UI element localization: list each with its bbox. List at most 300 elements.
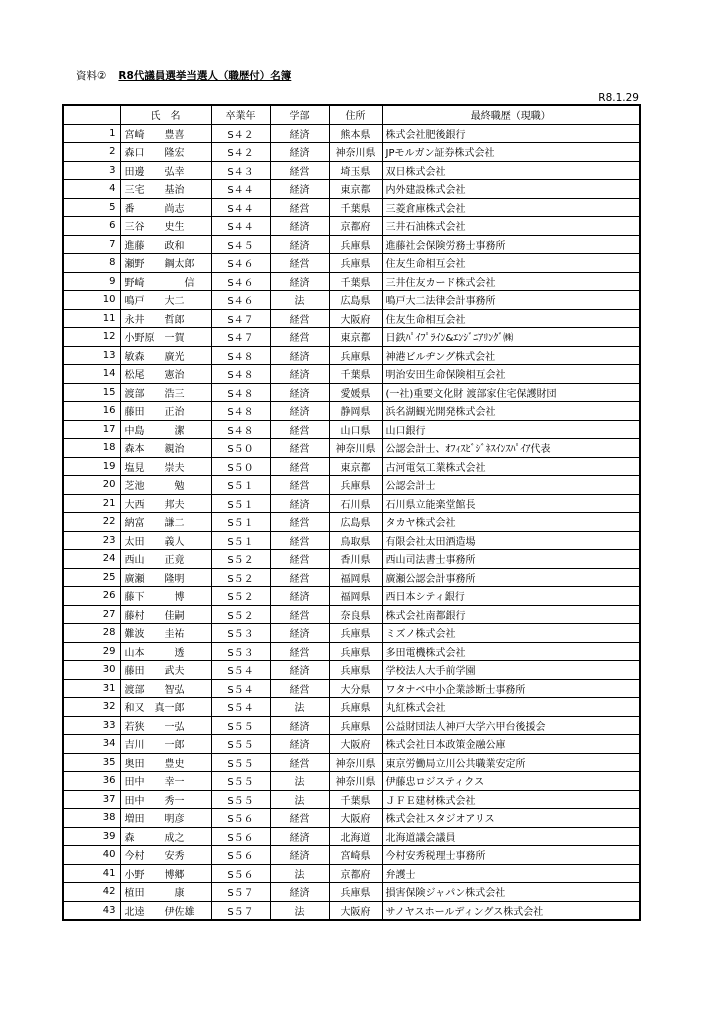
career: 双日株式会社: [382, 161, 640, 180]
column-header-career: 最終職歴（現職）: [382, 105, 640, 124]
address: 京都府: [329, 217, 382, 236]
graduation-year: S４４: [211, 180, 270, 199]
graduation-year: S４８: [211, 420, 270, 439]
graduation-year: S５２: [211, 568, 270, 587]
graduation-year: S５７: [211, 883, 270, 902]
table-row: [63, 235, 640, 254]
address: 福岡県: [329, 587, 382, 606]
faculty: 経営: [270, 198, 329, 217]
member-name: 敏森 廣光: [120, 346, 211, 365]
graduation-year: S４８: [211, 402, 270, 421]
address: 兵庫県: [329, 624, 382, 643]
member-name: 藤田 武夫: [120, 661, 211, 680]
row-number: 2: [63, 143, 120, 162]
row-number: 29: [63, 642, 120, 661]
career: 鳴戸大二法律会計事務所: [382, 291, 640, 310]
member-name: 藤田 正治: [120, 402, 211, 421]
row-number: 36: [63, 772, 120, 791]
member-name: 宮崎 豊喜: [120, 124, 211, 143]
faculty: 経営: [270, 679, 329, 698]
faculty: 経営: [270, 420, 329, 439]
member-name: 藤村 佳嗣: [120, 605, 211, 624]
faculty: 経営: [270, 550, 329, 569]
career: 神港ビルヂング株式会社: [382, 346, 640, 365]
address: 東京都: [329, 328, 382, 347]
graduation-year: S５１: [211, 476, 270, 495]
faculty: 経済: [270, 827, 329, 846]
column-header-name: 氏 名: [120, 105, 211, 124]
table-row: [63, 735, 640, 754]
row-number: 20: [63, 476, 120, 495]
faculty: 経済: [270, 272, 329, 291]
table-row: [63, 772, 640, 791]
row-number: 6: [63, 217, 120, 236]
row-number: 5: [63, 198, 120, 217]
graduation-year: S５６: [211, 846, 270, 865]
row-number: 35: [63, 753, 120, 772]
graduation-year: S４５: [211, 235, 270, 254]
member-name: 田中 秀一: [120, 790, 211, 809]
row-number: 39: [63, 827, 120, 846]
row-number: 24: [63, 550, 120, 569]
member-name: 田中 幸一: [120, 772, 211, 791]
address: 京都府: [329, 864, 382, 883]
career: 公認会計士: [382, 476, 640, 495]
row-number: 7: [63, 235, 120, 254]
row-number: 14: [63, 365, 120, 384]
member-name: 三宅 基治: [120, 180, 211, 199]
graduation-year: S４２: [211, 143, 270, 162]
address: 兵庫県: [329, 254, 382, 273]
career: 損害保険ジャパン株式会社: [382, 883, 640, 902]
table-row: [63, 827, 640, 846]
faculty: 経営: [270, 439, 329, 458]
row-number: 3: [63, 161, 120, 180]
table-row: [63, 272, 640, 291]
member-name: 増田 明彦: [120, 809, 211, 828]
address: 鳥取県: [329, 531, 382, 550]
column-header-number: [63, 105, 120, 124]
table-row: [63, 124, 640, 143]
faculty: 経済: [270, 124, 329, 143]
delegate-table: [62, 104, 641, 921]
member-name: 植田 康: [120, 883, 211, 902]
member-name: 田邊 弘幸: [120, 161, 211, 180]
table-row: [63, 439, 640, 458]
faculty: 経営: [270, 457, 329, 476]
faculty: 経営: [270, 254, 329, 273]
graduation-year: S５３: [211, 642, 270, 661]
member-name: 瀬野 鋼太郎: [120, 254, 211, 273]
career: 今村安秀税理士事務所: [382, 846, 640, 865]
career: 株式会社肥後銀行: [382, 124, 640, 143]
address: 静岡県: [329, 402, 382, 421]
graduation-year: S４７: [211, 309, 270, 328]
address: 大阪府: [329, 309, 382, 328]
graduation-year: S５４: [211, 661, 270, 680]
table-row: [63, 901, 640, 920]
table-row: [63, 716, 640, 735]
graduation-year: S５１: [211, 513, 270, 532]
address: 兵庫県: [329, 661, 382, 680]
member-name: 小野 博郷: [120, 864, 211, 883]
address: 山口県: [329, 420, 382, 439]
faculty: 法: [270, 698, 329, 717]
member-name: 今村 安秀: [120, 846, 211, 865]
career: (一社)重要文化財 渡部家住宅保護財団: [382, 383, 640, 402]
member-name: 中島 潔: [120, 420, 211, 439]
member-name: 奥田 豊史: [120, 753, 211, 772]
member-name: 森口 隆宏: [120, 143, 211, 162]
faculty: 経済: [270, 235, 329, 254]
table-row: [63, 365, 640, 384]
graduation-year: S４３: [211, 161, 270, 180]
member-name: 山本 透: [120, 642, 211, 661]
graduation-year: S４７: [211, 328, 270, 347]
table-header-row: [63, 105, 640, 124]
table-row: [63, 605, 640, 624]
row-number: 16: [63, 402, 120, 421]
address: 神奈川県: [329, 439, 382, 458]
row-number: 11: [63, 309, 120, 328]
graduation-year: S４４: [211, 198, 270, 217]
row-number: 1: [63, 124, 120, 143]
faculty: 経営: [270, 513, 329, 532]
faculty: 経営: [270, 642, 329, 661]
address: 埼玉県: [329, 161, 382, 180]
address: 神奈川県: [329, 753, 382, 772]
address: 大阪府: [329, 735, 382, 754]
graduation-year: S５４: [211, 679, 270, 698]
table-row: [63, 790, 640, 809]
career: 公益財団法人神戸大学六甲台後援会: [382, 716, 640, 735]
graduation-year: S５５: [211, 716, 270, 735]
member-name: 芝池 勉: [120, 476, 211, 495]
table-body: [63, 124, 640, 920]
table-row: [63, 420, 640, 439]
row-number: 10: [63, 291, 120, 310]
table-row: [63, 328, 640, 347]
career: 東京労働局立川公共職業安定所: [382, 753, 640, 772]
graduation-year: S５５: [211, 735, 270, 754]
faculty: 経済: [270, 735, 329, 754]
faculty: 経済: [270, 883, 329, 902]
address: 大阪府: [329, 901, 382, 920]
member-name: 森本 親治: [120, 439, 211, 458]
address: 神奈川県: [329, 772, 382, 791]
address: 福岡県: [329, 568, 382, 587]
row-number: 37: [63, 790, 120, 809]
row-number: 15: [63, 383, 120, 402]
table-row: [63, 254, 640, 273]
faculty: 法: [270, 901, 329, 920]
graduation-year: S５６: [211, 809, 270, 828]
graduation-year: S４６: [211, 291, 270, 310]
faculty: 経済: [270, 365, 329, 384]
table-row: [63, 883, 640, 902]
address: 千葉県: [329, 198, 382, 217]
career: ＪＦＥ建材株式会社: [382, 790, 640, 809]
faculty: 法: [270, 790, 329, 809]
member-name: 西山 正竟: [120, 550, 211, 569]
column-header-faculty: 学部: [270, 105, 329, 124]
career: 公認会計士、ｵﾌｨｽﾋﾞｼﾞﾈｽｲﾝｽﾊﾟｲｱ代表: [382, 439, 640, 458]
row-number: 13: [63, 346, 120, 365]
career: 株式会社日本政策金融公庫: [382, 735, 640, 754]
row-number: 38: [63, 809, 120, 828]
career: 浜名湖観光開発株式会社: [382, 402, 640, 421]
row-number: 9: [63, 272, 120, 291]
table-row: [63, 568, 640, 587]
graduation-year: S４２: [211, 124, 270, 143]
row-number: 30: [63, 661, 120, 680]
column-header-address: 住所: [329, 105, 382, 124]
row-number: 26: [63, 587, 120, 606]
table-row: [63, 809, 640, 828]
faculty: 法: [270, 772, 329, 791]
table-row: [63, 309, 640, 328]
faculty: 経営: [270, 309, 329, 328]
row-number: 22: [63, 513, 120, 532]
member-name: 大西 邦夫: [120, 494, 211, 513]
table-row: [63, 587, 640, 606]
member-name: 太田 義人: [120, 531, 211, 550]
table-row: [63, 550, 640, 569]
member-name: 北逵 伊佐雄: [120, 901, 211, 920]
table-row: [63, 642, 640, 661]
address: 兵庫県: [329, 698, 382, 717]
row-number: 23: [63, 531, 120, 550]
table-row: [63, 143, 640, 162]
member-name: 野崎 信: [120, 272, 211, 291]
member-name: 和又 真一郎: [120, 698, 211, 717]
faculty: 経済: [270, 346, 329, 365]
graduation-year: S５６: [211, 864, 270, 883]
faculty: 経営: [270, 161, 329, 180]
member-name: 番 尚志: [120, 198, 211, 217]
career: JPモルガン証券株式会社: [382, 143, 640, 162]
address: 兵庫県: [329, 476, 382, 495]
row-number: 8: [63, 254, 120, 273]
row-number: 4: [63, 180, 120, 199]
row-number: 41: [63, 864, 120, 883]
faculty: 経営: [270, 531, 329, 550]
career: 西日本シティ銀行: [382, 587, 640, 606]
faculty: 法: [270, 291, 329, 310]
member-name: 進藤 政和: [120, 235, 211, 254]
row-number: 34: [63, 735, 120, 754]
graduation-year: S４８: [211, 346, 270, 365]
address: 千葉県: [329, 272, 382, 291]
document-header: [76, 68, 291, 83]
table-row: [63, 661, 640, 680]
graduation-year: S５２: [211, 550, 270, 569]
career: 伊藤忠ロジスティクス: [382, 772, 640, 791]
graduation-year: S５４: [211, 698, 270, 717]
graduation-year: S５５: [211, 753, 270, 772]
table-row: [63, 457, 640, 476]
address: 東京都: [329, 457, 382, 476]
table-row: [63, 402, 640, 421]
address: 愛媛県: [329, 383, 382, 402]
member-name: 廣瀬 隆明: [120, 568, 211, 587]
address: 広島県: [329, 513, 382, 532]
address: 東京都: [329, 180, 382, 199]
career: 内外建設株式会社: [382, 180, 640, 199]
graduation-year: S５３: [211, 624, 270, 643]
address: 香川県: [329, 550, 382, 569]
graduation-year: S５１: [211, 531, 270, 550]
member-name: 永井 哲郎: [120, 309, 211, 328]
graduation-year: S５１: [211, 494, 270, 513]
faculty: 経済: [270, 624, 329, 643]
column-header-grad-year: 卒業年: [211, 105, 270, 124]
career: 有限会社太田酒造場: [382, 531, 640, 550]
faculty: 経済: [270, 494, 329, 513]
row-number: 12: [63, 328, 120, 347]
career: 三菱倉庫株式会社: [382, 198, 640, 217]
row-number: 31: [63, 679, 120, 698]
career: 株式会社スタジオアリス: [382, 809, 640, 828]
graduation-year: S４４: [211, 217, 270, 236]
row-number: 25: [63, 568, 120, 587]
address: 大分県: [329, 679, 382, 698]
address: 北海道: [329, 827, 382, 846]
career: 住友生命相互会社: [382, 309, 640, 328]
career: 住友生命相互会社: [382, 254, 640, 273]
table-row: [63, 291, 640, 310]
faculty: 経営: [270, 476, 329, 495]
career: 山口銀行: [382, 420, 640, 439]
career: 西山司法書士事務所: [382, 550, 640, 569]
faculty: 経済: [270, 143, 329, 162]
career: 古河電気工業株式会社: [382, 457, 640, 476]
member-name: 三谷 史生: [120, 217, 211, 236]
member-name: 吉川 一郎: [120, 735, 211, 754]
address: 兵庫県: [329, 235, 382, 254]
table-row: [63, 679, 640, 698]
career: 弁護士: [382, 864, 640, 883]
member-name: 渡部 智弘: [120, 679, 211, 698]
address: 石川県: [329, 494, 382, 513]
table-row: [63, 494, 640, 513]
table-row: [63, 513, 640, 532]
row-number: 32: [63, 698, 120, 717]
member-name: 渡部 浩三: [120, 383, 211, 402]
table-row: [63, 383, 640, 402]
faculty: 経済: [270, 402, 329, 421]
career: 北海道議会議員: [382, 827, 640, 846]
graduation-year: S４６: [211, 254, 270, 273]
career: 学校法人大手前学園: [382, 661, 640, 680]
graduation-year: S５０: [211, 439, 270, 458]
member-name: 小野原 一賀: [120, 328, 211, 347]
career: 株式会社南都銀行: [382, 605, 640, 624]
career: サノヤスホールディングス株式会社: [382, 901, 640, 920]
graduation-year: S５５: [211, 772, 270, 791]
career: 三井石油株式会社: [382, 217, 640, 236]
member-name: 松尾 憲治: [120, 365, 211, 384]
address: 千葉県: [329, 790, 382, 809]
row-number: 40: [63, 846, 120, 865]
row-number: 33: [63, 716, 120, 735]
address: 兵庫県: [329, 642, 382, 661]
faculty: 法: [270, 864, 329, 883]
career: 多田電機株式会社: [382, 642, 640, 661]
graduation-year: S４６: [211, 272, 270, 291]
table-row: [63, 624, 640, 643]
table-row: [63, 217, 640, 236]
member-name: 森 成之: [120, 827, 211, 846]
faculty: 経営: [270, 568, 329, 587]
row-number: 18: [63, 439, 120, 458]
graduation-year: S５２: [211, 605, 270, 624]
row-number: 27: [63, 605, 120, 624]
address: 奈良県: [329, 605, 382, 624]
faculty: 経済: [270, 661, 329, 680]
career: ワタナベ中小企業診断士事務所: [382, 679, 640, 698]
member-name: 納富 謙二: [120, 513, 211, 532]
table-row: [63, 846, 640, 865]
table-row: [63, 180, 640, 199]
career: 明治安田生命保険相互会社: [382, 365, 640, 384]
address: 広島県: [329, 291, 382, 310]
member-name: 藤下 博: [120, 587, 211, 606]
faculty: 経営: [270, 328, 329, 347]
table-row: [63, 346, 640, 365]
document-label: 資料②: [76, 70, 107, 82]
graduation-year: S５６: [211, 827, 270, 846]
row-number: 17: [63, 420, 120, 439]
table-row: [63, 698, 640, 717]
address: 大阪府: [329, 809, 382, 828]
row-number: 43: [63, 901, 120, 920]
table-row: [63, 531, 640, 550]
faculty: 経営: [270, 605, 329, 624]
table-row: [63, 198, 640, 217]
graduation-year: S４８: [211, 365, 270, 384]
table-row: [63, 864, 640, 883]
row-number: 28: [63, 624, 120, 643]
career: タカヤ株式会社: [382, 513, 640, 532]
row-number: 19: [63, 457, 120, 476]
table-row: [63, 161, 640, 180]
graduation-year: S５７: [211, 901, 270, 920]
member-name: 若狭 一弘: [120, 716, 211, 735]
address: 兵庫県: [329, 716, 382, 735]
career: 日鉄ﾊﾟｲﾌﾟﾗｲﾝ&ｴﾝｼﾞﾆｱﾘﾝｸﾞ㈱: [382, 328, 640, 347]
career: 三井住友カード株式会社: [382, 272, 640, 291]
member-name: 鳴戸 大二: [120, 291, 211, 310]
faculty: 経済: [270, 180, 329, 199]
career: 石川県立能楽堂館長: [382, 494, 640, 513]
faculty: 経営: [270, 753, 329, 772]
faculty: 経済: [270, 217, 329, 236]
career: ミズノ株式会社: [382, 624, 640, 643]
member-name: 難波 圭祐: [120, 624, 211, 643]
document-date: R8.1.29: [598, 92, 639, 104]
address: 熊本県: [329, 124, 382, 143]
row-number: 21: [63, 494, 120, 513]
table-row: [63, 753, 640, 772]
table-row: [63, 476, 640, 495]
faculty: 経済: [270, 846, 329, 865]
row-number: 42: [63, 883, 120, 902]
address: 兵庫県: [329, 883, 382, 902]
graduation-year: S５５: [211, 790, 270, 809]
faculty: 経済: [270, 716, 329, 735]
address: 神奈川県: [329, 143, 382, 162]
